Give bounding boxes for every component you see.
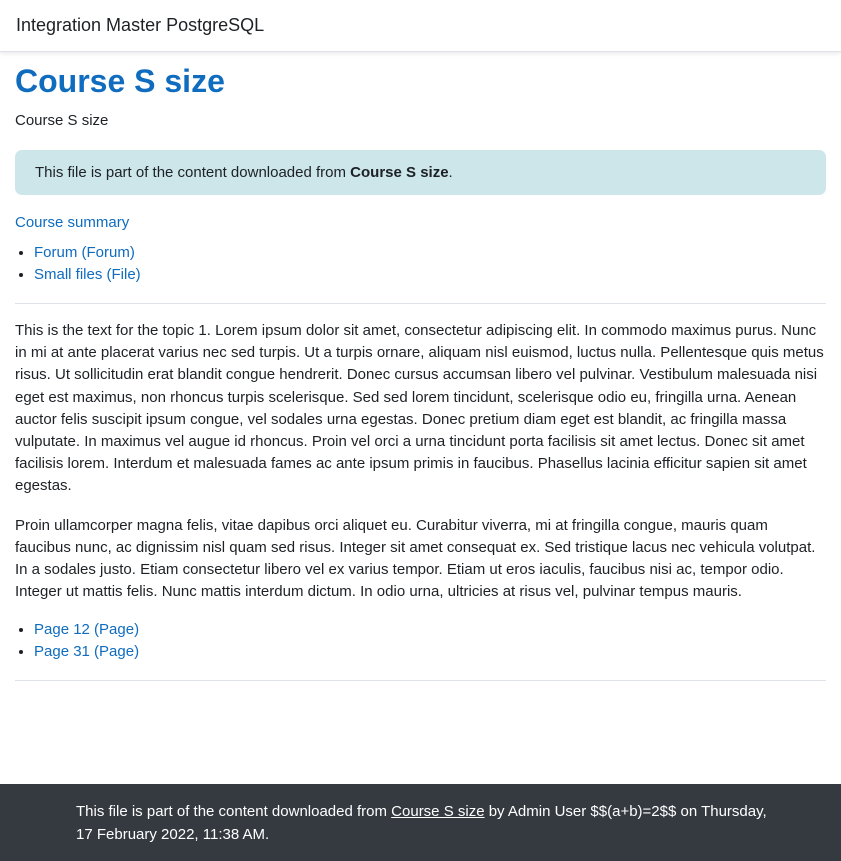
alert-course-name: Course S size bbox=[350, 164, 449, 181]
section-divider bbox=[15, 680, 826, 681]
section-divider bbox=[15, 303, 826, 304]
page-title: Course S size bbox=[15, 63, 225, 99]
page-subtitle: Course S size bbox=[15, 112, 109, 129]
forum-link[interactable]: Forum (Forum) bbox=[34, 244, 135, 261]
alert-prefix-text: This file is part of the content downloaded from bbox=[35, 164, 351, 181]
footer-course-link[interactable]: Course S size bbox=[391, 803, 485, 820]
page-list bbox=[15, 619, 826, 663]
page-31-link[interactable]: Page 31 (Page) bbox=[34, 643, 140, 661]
list-item bbox=[34, 242, 826, 264]
alert-suffix-text: . bbox=[448, 164, 453, 181]
list-item bbox=[34, 641, 826, 663]
activity-list bbox=[15, 242, 826, 286]
download-notice-alert bbox=[15, 150, 826, 195]
topic-paragraph-2: Proin ullamcorper magna felis, vitae dapibus orci aliquet eu. Curabitur viverra, mi at fringilla congue, mauris quam faucibus nunc, ac dignissim nisl quam sed risus. Integer sit amet consequat ex. Sed tristique lacus nec vehicula volutpat. In a sodales justo. Etiam consectetur libero vel ex varius tempor. Etiam ut eros iaculis, faucibus nisi ac, tempor odio. Integer ut mattis felis. Nunc mattis interdum dictum. In odio urna, ultricies at risus vel, pulvinar tempus mauris. bbox=[15, 516, 816, 601]
page-footer bbox=[0, 784, 841, 861]
footer-suffix-text: by Admin User $$(a+b)=2$$ on Thursday, 17 February 2022, 11:38 AM. bbox=[76, 803, 767, 843]
list-item bbox=[34, 264, 826, 286]
site-name[interactable]: Integration Master PostgreSQL bbox=[16, 15, 265, 35]
course-summary-link[interactable]: Course summary bbox=[15, 214, 130, 231]
top-navbar bbox=[0, 0, 841, 52]
footer-prefix-text: This file is part of the content downloaded from bbox=[76, 803, 392, 820]
page-12-link[interactable]: Page 12 (Page) bbox=[34, 621, 140, 639]
main-content bbox=[0, 62, 841, 681]
list-item bbox=[34, 619, 826, 641]
topic-paragraph-1: This is the text for the topic 1. Lorem ipsum dolor sit amet, consectetur adipiscing elit. In commodo maximus purus. Nunc in mi at ante placerat varius nec sed turpis. Ut a turpis ornare, aliquam nisl euismod, luctus nulla. Pellentesque quis metus risus. Ut sollicitudin erat blandit congue hendrerit. Donec cursus accumsan libero vel pulvinar. Vestibulum malesuada nisi eget est maximus, non rhoncus turpis scelerisque. Sed sed lorem tincidunt, scelerisque odio eu, fringilla urna. Aenean auctor felis suscipit ipsum congue, vel sodales urna egestas. Donec pretium diam eget est blandit, ac fringilla massa vulputate. In maximus vel augue id rhoncus. Proin vel orci a urna tincidunt porta facilisis sit amet lectus. Donec sit amet facilisis lorem. Interdum et malesuada fames ac ante ipsum primis in faucibus. Phasellus lacinia efficitur sapien sit amet egestas. bbox=[15, 322, 824, 495]
small-files-link[interactable]: Small files (File) bbox=[34, 266, 141, 283]
